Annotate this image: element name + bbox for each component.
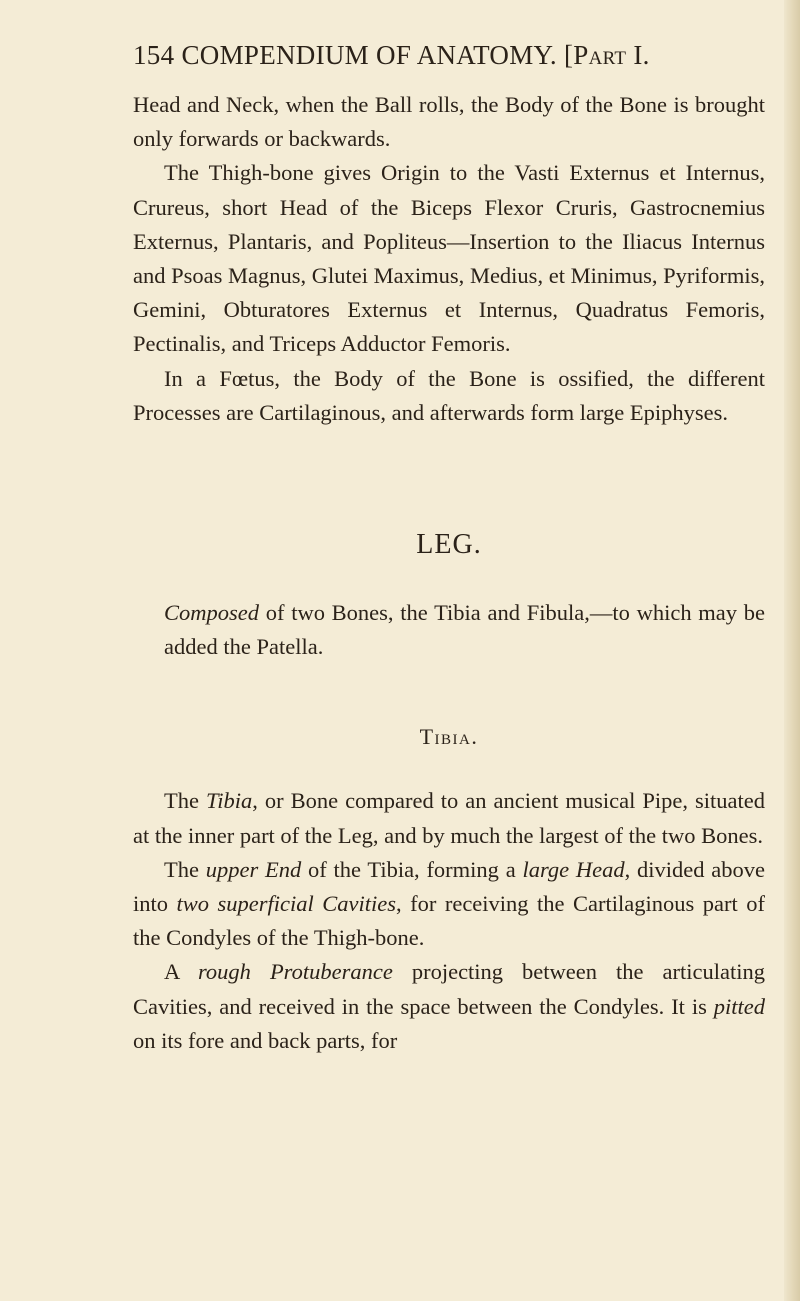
emphasis-large-head: large Head [522,856,625,882]
paragraph-foetus: In a Fœtus, the Body of the Bone is ossified, the different Processes are Cartilaginous, and afterwards form large Epiphyses. [133,365,765,425]
book-title: COMPENDIUM OF ANATOMY. [181,40,557,70]
paragraph-ball-rolls: Head and Neck, when the Ball rolls, the Body of the Bone is brought only forwards or backwards. [133,92,765,152]
emphasis-rough-protuberance: rough Protuberance [198,959,393,985]
composed-text: of two Bones, the Tibia and Fibula,—to which may be added the Patella. [164,600,765,660]
text-run: The [164,788,206,814]
emphasis-superficial-cavities: two superficial Cavities [176,891,396,917]
paragraph-thigh-bone-muscles: The Thigh-bone gives Origin to the Vasti Externus et Internus, Crureus, short Head of the Biceps Flexor Cruris, Gastrocnemius Externus, Plantaris, and Popliteus—Insertion to the Iliacus Internus and Psoas Magnus, Glutei Maximus, Medius, et Minimus, Pyriformis, Gemini, Obturatores Externus et Internus, Quadratus Femoris, Pectinalis, and Triceps Adductor Femoris. [133,160,765,357]
emphasis-upper-end: upper End [205,856,302,882]
page-edge-shadow [784,0,800,1301]
emphasis-tibia: Tibia [205,788,253,814]
section-heading-leg: LEG. [416,529,482,561]
composed-emphasis: Composed [164,600,259,626]
part-label: [Part I. [563,40,650,70]
paragraph-upper-end [133,853,765,956]
text-run: A [164,959,199,985]
text-run: on its fore and back parts, for [133,1027,398,1053]
page-number: 154 [133,40,175,70]
paragraph-rough-protuberance [133,955,765,1058]
emphasis-pitted: pitted [713,993,765,1019]
section-heading-tibia: Tibia. [419,724,479,750]
paragraph-tibia-intro [133,784,765,852]
text-run: , divided above into [133,856,765,917]
paragraph-composed [133,596,765,664]
running-head [133,38,765,72]
book-page [133,38,765,1058]
text-run: of the Tibia, forming a [301,856,523,882]
text-run: , or Bone compared to an ancient musical Pipe, situated at the inner part of the Leg, and by much the largest of the two Bones. [133,788,765,848]
text-run: projecting between the articulating Cavities, and received in the space between the Condyles. It is [133,959,765,1019]
text-run: , for receiving the Cartilaginous part of the Condyles of the Thigh-bone. [133,891,765,951]
text-run: The [164,856,206,882]
